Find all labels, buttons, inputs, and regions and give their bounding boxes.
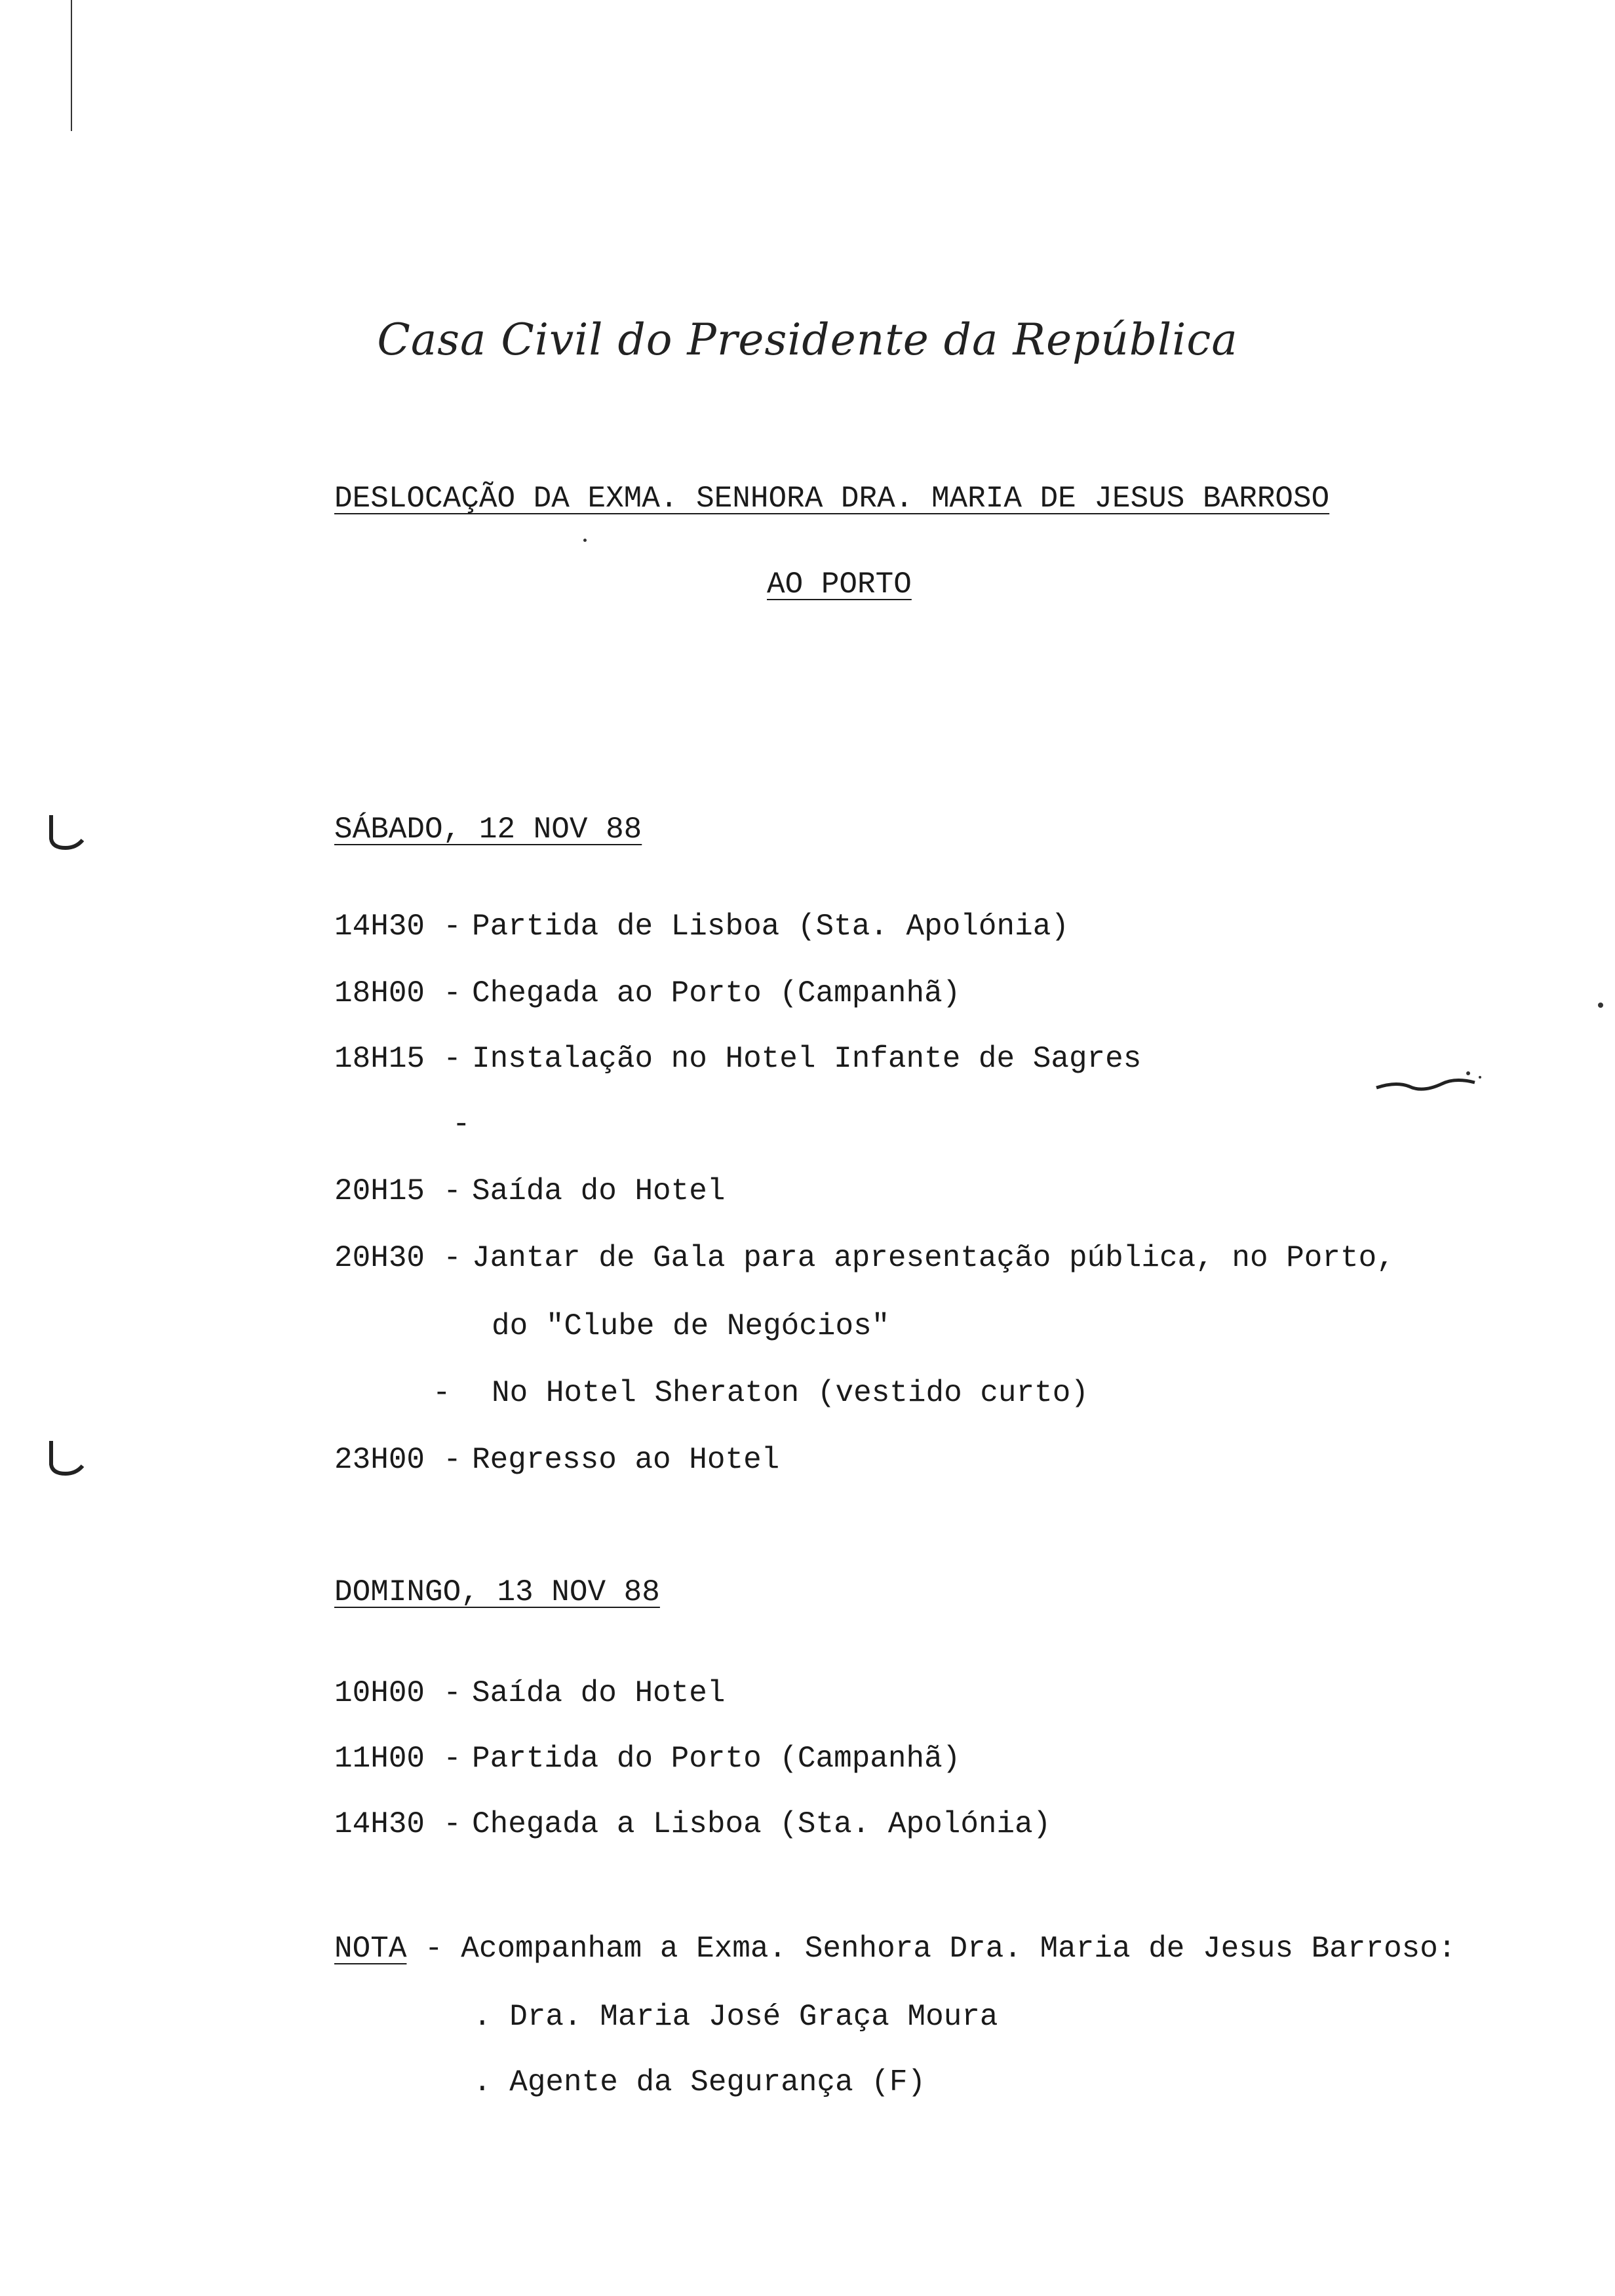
note-item: . Dra. Maria José Graça Moura	[473, 2000, 998, 2034]
schedule-row	[334, 1042, 1141, 1081]
schedule-time: 14H30	[334, 1807, 425, 1841]
schedule-description: Jantar de Gala para apresentação pública, no Porto,	[472, 1241, 1395, 1275]
scan-margin-line	[71, 0, 72, 131]
schedule-dash: -	[443, 909, 461, 944]
schedule-description: Regresso ao Hotel	[472, 1443, 780, 1477]
schedule-time: 20H30	[334, 1241, 425, 1275]
schedule-dash: -	[443, 1241, 461, 1275]
schedule-dash: -	[443, 1174, 461, 1208]
schedule-time: 18H15	[334, 1042, 425, 1076]
schedule-row	[334, 1742, 960, 1781]
schedule-subrow	[433, 1376, 1089, 1410]
scan-speckle	[1598, 1003, 1603, 1008]
note-label: NOTA	[334, 1932, 407, 1966]
schedule-time: 10H00	[334, 1676, 425, 1710]
schedule-dash: -	[433, 1376, 451, 1410]
ink-smudge	[1370, 1068, 1488, 1101]
note	[334, 1932, 1456, 1966]
schedule-time: 11H00	[334, 1742, 425, 1776]
schedule-description: No Hotel Sheraton (vestido curto)	[492, 1376, 1089, 1410]
schedule-dash: -	[443, 1042, 461, 1076]
schedule-time: 20H15	[334, 1174, 425, 1208]
day-heading-sunday: DOMINGO, 13 NOV 88	[334, 1575, 660, 1609]
punch-hole-mark-bottom	[46, 1438, 85, 1478]
schedule-row	[334, 1807, 1051, 1846]
schedule-description: Saída do Hotel	[472, 1676, 726, 1710]
schedule-row	[334, 1174, 725, 1214]
note-text: - Acompanham a Exma. Senhora Dra. Maria de Jesus Barroso:	[406, 1932, 1456, 1966]
schedule-row	[334, 976, 960, 1016]
document-subtitle: AO PORTO	[767, 567, 912, 602]
schedule-row	[334, 1676, 725, 1715]
note-item: . Agente da Segurança (F)	[473, 2065, 926, 2099]
schedule-dash: -	[443, 1676, 461, 1710]
schedule-row	[334, 1241, 1395, 1280]
schedule-time: 14H30	[334, 909, 425, 944]
schedule-row	[334, 909, 1069, 949]
schedule-row	[334, 1443, 779, 1482]
schedule-description: Chegada ao Porto (Campanhã)	[472, 976, 961, 1010]
letterhead: Casa Civil do Presidente da República	[377, 315, 1238, 365]
document-title: DESLOCAÇÃO DA EXMA. SENHORA DRA. MARIA DE JESUS BARROSO	[334, 482, 1330, 516]
schedule-description: Instalação no Hotel Infante de Sagres	[472, 1042, 1142, 1076]
schedule-time: 18H00	[334, 976, 425, 1010]
schedule-dash: -	[443, 1742, 461, 1776]
schedule-time: 23H00	[334, 1443, 425, 1477]
schedule-description: Partida de Lisboa (Sta. Apolónia)	[472, 909, 1069, 944]
schedule-dash: -	[443, 1807, 461, 1841]
schedule-continuation: do "Clube de Negócios"	[492, 1309, 890, 1343]
schedule-description: Saída do Hotel	[472, 1174, 726, 1208]
schedule-description: Partida do Porto (Campanhã)	[472, 1742, 961, 1776]
day-heading-saturday: SÁBADO, 12 NOV 88	[334, 813, 642, 847]
schedule-description: Chegada a Lisboa (Sta. Apolónia)	[472, 1807, 1051, 1841]
punch-hole-mark-top	[46, 813, 85, 852]
scan-speckle	[583, 539, 587, 542]
lone-dash: -	[452, 1107, 471, 1141]
schedule-dash: -	[443, 1443, 461, 1477]
schedule-dash: -	[443, 976, 461, 1010]
